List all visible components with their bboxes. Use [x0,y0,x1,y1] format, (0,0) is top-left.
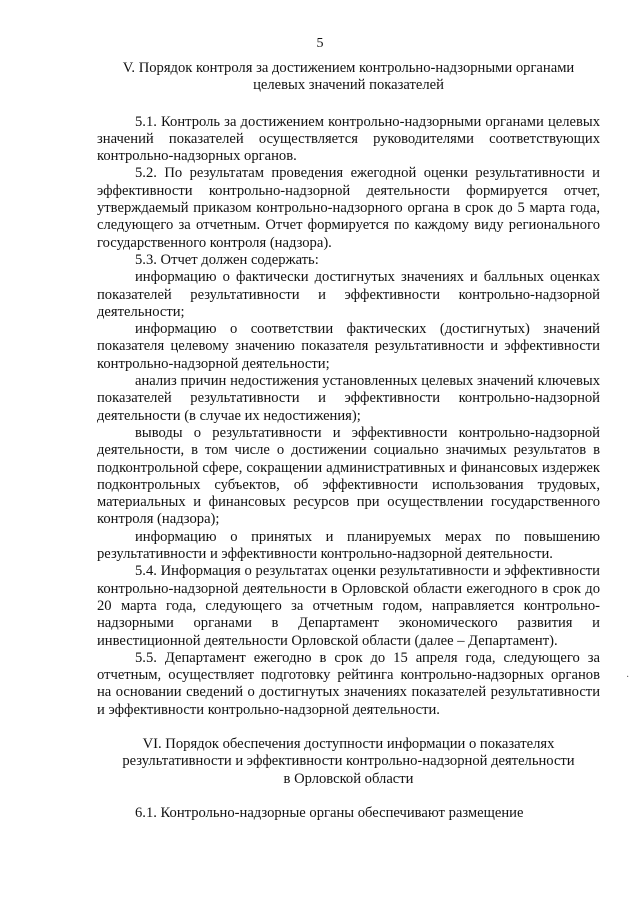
paragraph-6-1: 6.1. Контрольно-надзорные органы обеспечивают размещение [135,804,524,821]
paragraph-5-5: 5.5. Департамент ежегодно в срок до 15 апреля года, следующего за отчетным, осуществляет подготовку рейтинга контрольно-надзорных органов на основании сведений о достигнутых значениях показателей результативности и эффективности контрольно-надзорной деятельности. [97,649,600,718]
section-5-heading-line: целевых значений показателей [253,77,444,94]
margin-mark: · [626,672,630,683]
list-item-conclusions: выводы о результативности и эффективности контрольно-надзорной деятельности, в том числе о достижении социально значимых результатов в подконтрольной сфере, сокращении административных и финансовых издержек подконтрольных субъектов, об эффективности использования трудовых, материальных и финансовых ресурсов при осуществлении государственного контроля (надзора); [97,424,600,528]
paragraph-5-1: 5.1. Контроль за достижением контрольно-надзорными органами целевых значений показателей осуществляется руководителями соответствующих контрольно-надзорных органов. [97,113,600,165]
section-6-heading [97,736,600,788]
list-item-analysis: анализ причин недостижения установленных целевых значений ключевых показателей результативности и эффективности контрольно-надзорной деятельности (в случае их недостижения); [97,373,600,424]
page-number: 5 [316,36,324,51]
section-6-heading-line: в Орловской области [283,770,414,787]
paragraph-5-3: 5.3. Отчет должен содержать: [135,251,319,268]
paragraph-5-2: 5.2. По результатам проведения ежегодной оценки результативности и эффективности контрольно-надзорной деятельности формируется отчет, утверждаемый приказом контрольно-надзорного органа в срок до 5 марта года, следующего за отчетным. Отчет формируется по каждому виду регионального государственного контроля (надзора). [97,165,600,251]
section-5-heading-line: V. Порядок контроля за достижением контрольно-надзорными органами [122,60,575,76]
paragraph-5-4: 5.4. Информация о результатах оценки результативности и эффективности контрольно-надзорной деятельности в Орловской области ежегодного в срок до 20 марта года, следующего за отчетным годом, направляется контрольно-надзорными органами в Департамент экономического развития и инвестиционной деятельности Орловской области (далее – Департамент). [97,563,600,649]
list-item-actual-values: информацию о фактически достигнутых значениях и балльных оценках показателей результативности и эффективности контрольно-надзорной деятельности; [97,269,600,320]
section-5-heading [97,60,600,95]
list-item-compliance: информацию о соответствии фактических (достигнутых) значений показателя целевому значению показателя результативности и эффективности контрольно-надзорной деятельности; [97,321,600,372]
section-6-heading-line: результативности и эффективности контрольно-надзорной деятельности [122,753,575,770]
section-6-heading-line: VI. Порядок обеспечения доступности информации о показателях [142,735,555,752]
document-body [97,60,600,822]
list-item-measures: информацию о принятых и планируемых мерах по повышению результативности и эффективности контрольно-надзорной деятельности. [97,528,600,563]
